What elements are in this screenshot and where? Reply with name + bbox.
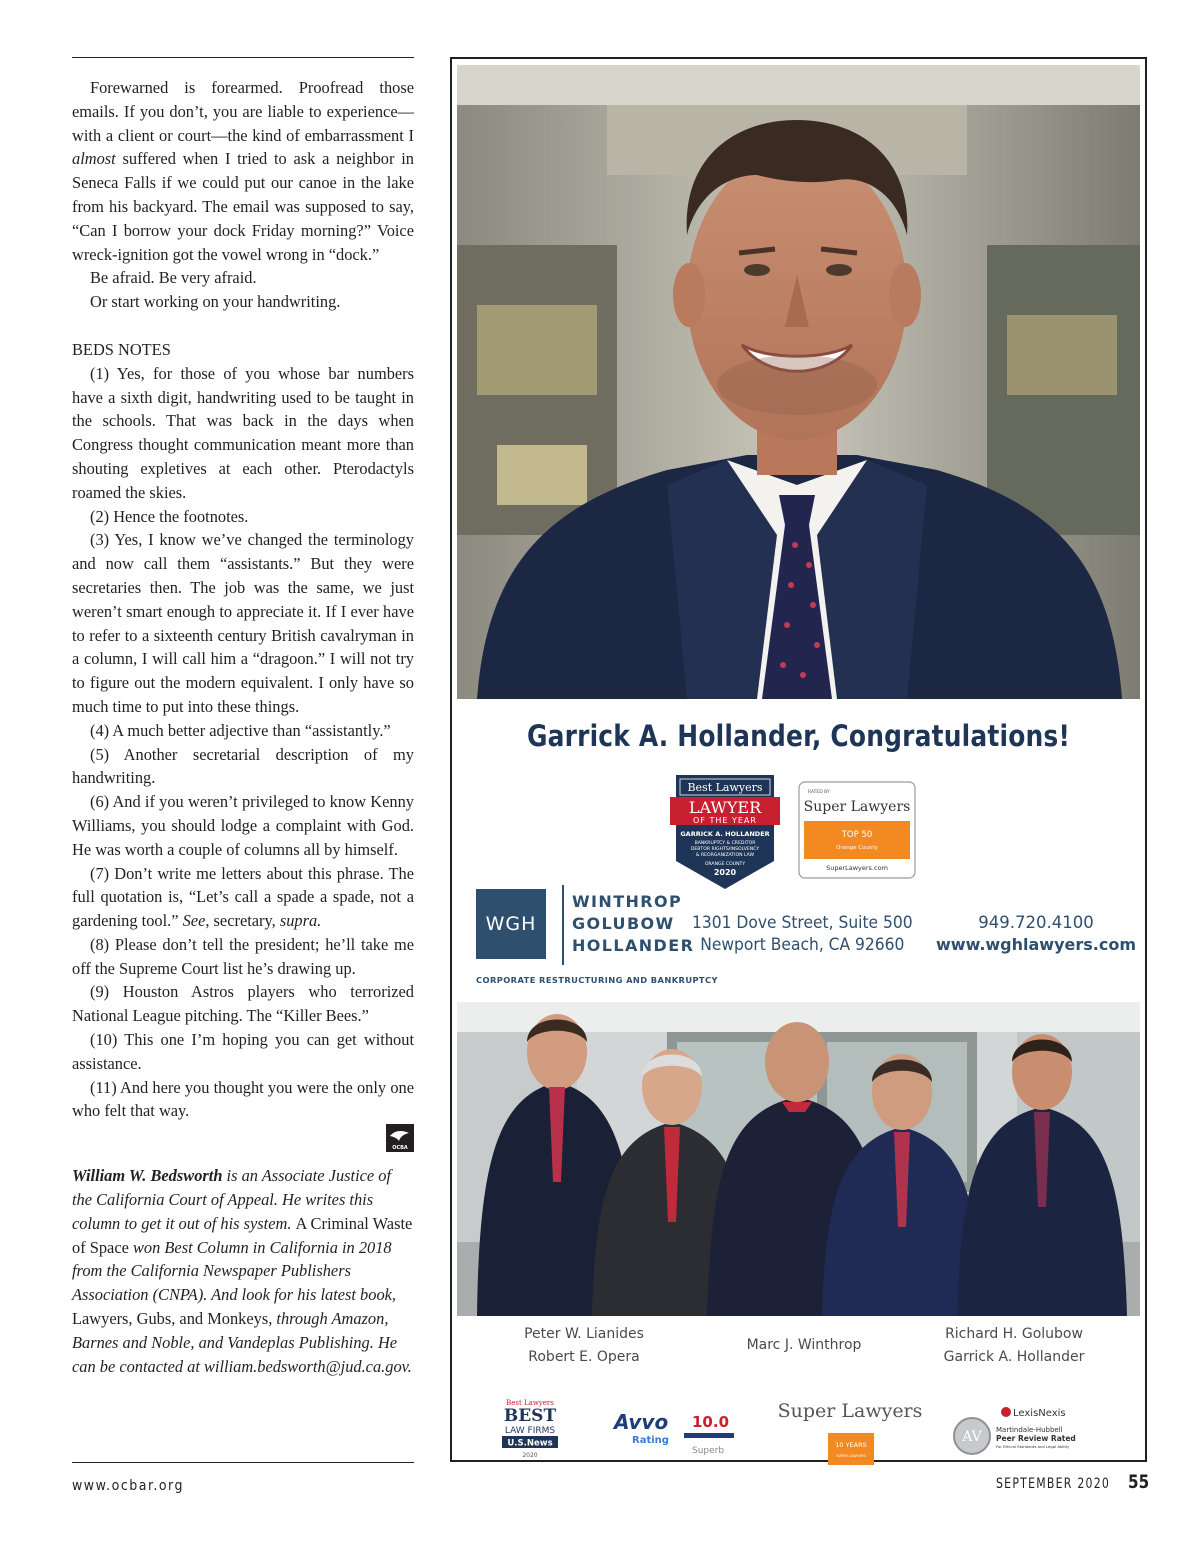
ocba-end-mark-label: OCBA bbox=[392, 1145, 408, 1152]
wgh-advertisement bbox=[450, 57, 1147, 1462]
usnews-year-label: 2020 bbox=[522, 1452, 538, 1459]
note-11: (11) And here you thought you were the only one who felt that way. bbox=[72, 1077, 414, 1121]
sl-url: SuperLawyers.com bbox=[826, 864, 888, 872]
author-bio: William W. Bedsworth is an Associate Justice of the California Court of Appeal. He writes this column to get it out of his system. A Criminal Waste of Space won Best Column in California in 2018 from the California Newspaper Publishers Association (CNPA). And look for his latest book, Lawyers, Gubs, and Monkeys, through Amazon, Barnes and Noble, and Vandeplas Publishing. He can be contacted at william.bedsworth@jud.ca.gov. bbox=[72, 1166, 413, 1376]
wgh-divider bbox=[562, 885, 564, 965]
paragraph-handwriting: Or start working on your handwriting. bbox=[90, 292, 341, 312]
usnews-top-label: Best Lawyers bbox=[506, 1399, 554, 1407]
note-2: (2) Hence the footnotes. bbox=[90, 506, 249, 526]
sl-rated-by: RATED BY bbox=[808, 790, 830, 795]
sl-region: Orange County bbox=[836, 845, 878, 851]
partner-hollander: Garrick A. Hollander bbox=[943, 1349, 1085, 1365]
av-rating-mark: AV bbox=[962, 1429, 982, 1445]
firm-name-hollander: HOLLANDER bbox=[572, 936, 695, 955]
super-lawyers-badge bbox=[798, 781, 916, 879]
badge-title-year: OF THE YEAR bbox=[693, 816, 757, 825]
firm-tagline: CORPORATE RESTRUCTURING AND BANKRUPTCY bbox=[476, 975, 718, 985]
note-1: (1) Yes, for those of you whose bar numbers have a sixth digit, handwriting used to be taught in the schools. That was back in the days when Congress thought communication meant more than shouting expletives at each other. Pterodactyls roamed the skies. bbox=[72, 363, 414, 502]
note-10: (10) This one I’m hoping you can get without assistance. bbox=[72, 1030, 414, 1073]
badge-practice-2: DEBTOR RIGHTS/INSOLVENCY bbox=[690, 847, 760, 852]
firm-contact bbox=[936, 912, 1136, 956]
page-number: 55 bbox=[1128, 1471, 1150, 1493]
footer-date: SEPTEMBER 2020 bbox=[996, 1476, 1111, 1492]
partner-lianides: Peter W. Lianides bbox=[524, 1326, 644, 1342]
partner-opera: Robert E. Opera bbox=[528, 1349, 640, 1365]
firm-address bbox=[692, 912, 913, 956]
notes-heading: BEDS NOTES bbox=[72, 339, 171, 359]
column-bottom-rule bbox=[72, 1462, 414, 1463]
paragraph-proofread: Forewarned is forearmed. Proofread those emails. If you don’t, you are liable to experience—with a client or court—the kind of embarrassment I almost suffered when I tried to ask a neighbor in Seneca Falls if we could put our canoe in the lake from his backyard. The email was supposed to say, “Can I borrow your dock Friday morning?” Voice wreck-ignition got the vowel wrong in “dock.” bbox=[72, 78, 414, 264]
note-9: (9) Houston Astros players who terrorized National League pitching. The “Killer Bees.” bbox=[72, 982, 414, 1026]
sl2-brand: Super Lawyers bbox=[777, 1400, 923, 1422]
badge-practice-3: & REORGANIZATION LAW bbox=[695, 853, 755, 858]
avvo-rating-logo bbox=[612, 1407, 736, 1461]
usnews-best-label: BEST bbox=[503, 1406, 557, 1426]
badge-practice-1: BANKRUPTCY & CREDITOR bbox=[694, 841, 756, 846]
firm-phone[interactable]: 949.720.4100 bbox=[978, 913, 1094, 932]
footer-website[interactable]: www.ocbar.org bbox=[72, 1478, 184, 1494]
address-line-2: Newport Beach, CA 92660 bbox=[700, 935, 905, 954]
note-5: (5) Another secretarial description of my handwriting. bbox=[72, 744, 414, 788]
partner-names-left bbox=[504, 1323, 664, 1369]
badge-year: 2020 bbox=[713, 868, 737, 877]
mh-standards: For Ethical Standards and Legal Ability bbox=[996, 1444, 1070, 1449]
super-lawyers-10-years-logo bbox=[777, 1395, 923, 1467]
usnews-firms-label: LAW FIRMS bbox=[504, 1426, 556, 1436]
partner-golubow: Richard H. Golubow bbox=[945, 1326, 1083, 1342]
note-3: (3) Yes, I know we’ve changed the terminology and now call them “assistants.” But they were secretaries then. The job was the same, we just weren’t smart enough to appreciate it. If I ever have to refer to a sixteenth century British cavalryman in a column, I will call him a “dragoon.” I will not try to figure out the modern equivalent. I only have so much time to put into these things. bbox=[72, 530, 414, 716]
note-6: (6) And if you weren’t privileged to know Kenny Williams, you should lodge a complaint with God. He was worth a couple of columns all by himself. bbox=[72, 792, 414, 859]
avvo-grade: Superb bbox=[692, 1446, 725, 1456]
usnews-best-law-firms-logo bbox=[498, 1397, 562, 1461]
badge-region: ORANGE COUNTY bbox=[704, 862, 746, 867]
badge-title-lawyer: LAWYER bbox=[688, 798, 762, 817]
mh-peer-review: Peer Review Rated bbox=[996, 1434, 1076, 1443]
ad-headline: Garrick A. Hollander, Congratulations! bbox=[526, 719, 1071, 753]
address-line-1: 1301 Dove Street, Suite 500 bbox=[692, 913, 913, 932]
note-4: (4) A much better adjective than “assistantly.” bbox=[90, 720, 391, 740]
partner-names-right bbox=[932, 1323, 1096, 1369]
partner-figures bbox=[477, 1014, 1127, 1316]
avvo-score: 10.0 bbox=[692, 1413, 730, 1431]
article-column bbox=[72, 76, 414, 1378]
note-7: (7) Don’t write me letters about this phrase. The full quotation is, “Let’s call a spade a spade, not a gardening tool.” See, secretary, supra. bbox=[72, 863, 414, 931]
badge-brand: Best Lawyers bbox=[687, 781, 763, 794]
sl-brand: Super Lawyers bbox=[803, 799, 911, 815]
firm-name bbox=[572, 891, 694, 957]
ocba-end-mark-icon bbox=[386, 1124, 414, 1152]
avvo-brand: Avvo bbox=[614, 1410, 669, 1434]
column-top-rule bbox=[72, 57, 414, 58]
wgh-monogram-logo: WGH bbox=[476, 889, 546, 959]
sl-rank: TOP 50 bbox=[841, 830, 873, 840]
partner-winthrop: Marc J. Winthrop bbox=[746, 1337, 862, 1353]
usnews-brand-label: U.S.News bbox=[507, 1438, 553, 1449]
paragraph-be-afraid: Be afraid. Be very afraid. bbox=[90, 268, 257, 288]
martindale-hubbell-av-logo bbox=[950, 1404, 1095, 1456]
badge-honoree: GARRICK A. HOLLANDER bbox=[680, 830, 770, 838]
partner-names-center bbox=[722, 1334, 886, 1357]
avvo-rating-label: Rating bbox=[632, 1435, 669, 1446]
best-lawyers-badge bbox=[670, 773, 780, 891]
lexisnexis-brand: LexisNexis bbox=[1013, 1408, 1066, 1419]
firm-name-winthrop: WINTHROP bbox=[572, 892, 683, 911]
note-8: (8) Please don’t tell the president; he’ll take me off the Supreme Court list he’s drawing up. bbox=[72, 934, 414, 978]
partners-group-photo bbox=[457, 1002, 1140, 1316]
mh-brand: Martindale-Hubbell bbox=[996, 1426, 1063, 1434]
portrait-photo bbox=[457, 65, 1140, 699]
sl2-years: 10 YEARS bbox=[835, 1441, 867, 1449]
firm-website[interactable]: www.wghlawyers.com bbox=[936, 935, 1137, 954]
sl2-sub: SUPER LAWYERS bbox=[836, 1454, 866, 1458]
firm-name-golubow: GOLUBOW bbox=[572, 914, 675, 933]
